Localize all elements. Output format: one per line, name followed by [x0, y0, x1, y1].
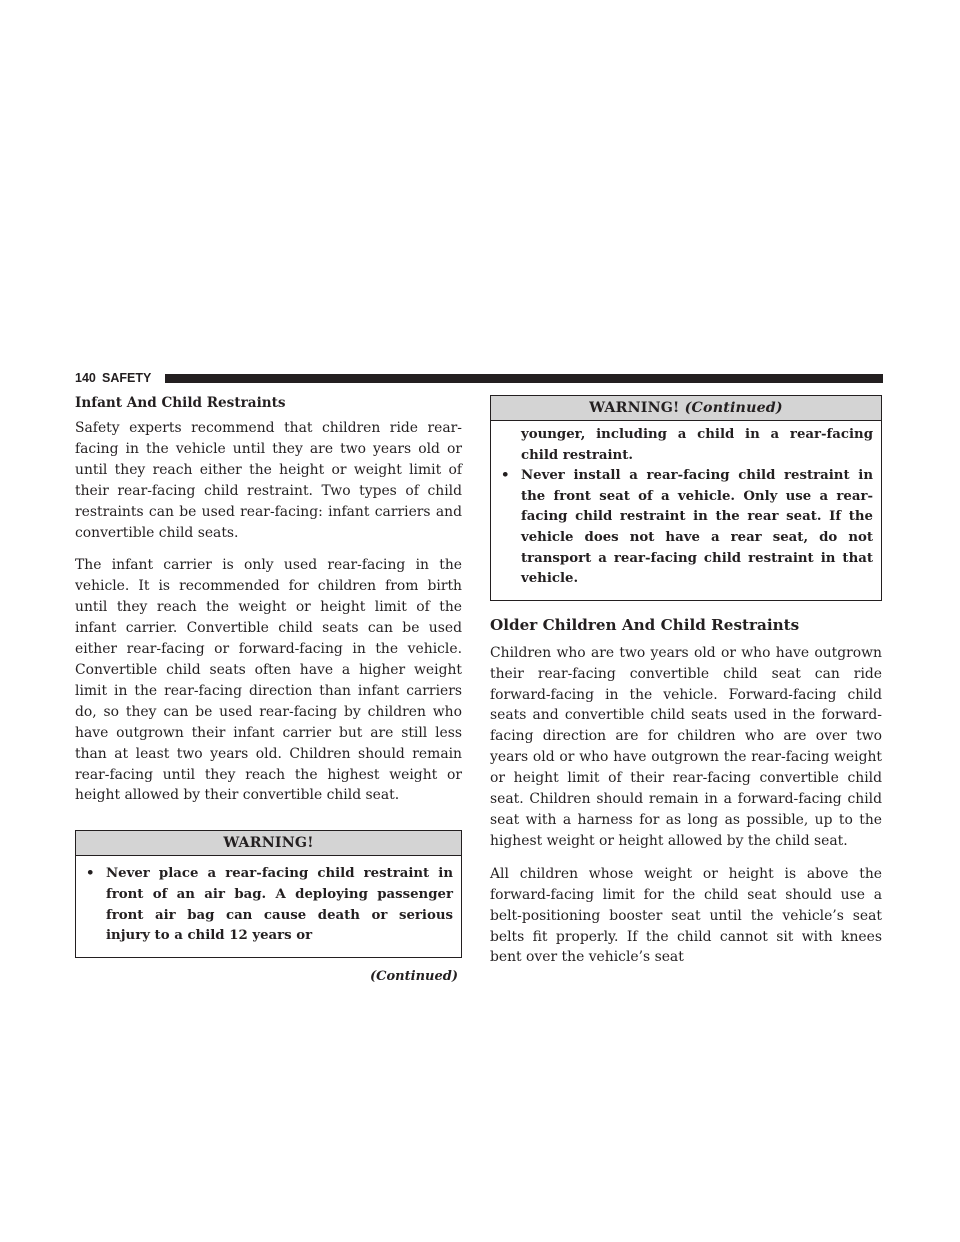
- warning-bullet-text: Never place a rear-facing child restraint in front of an air bag. A deploying passenger front air bag can cause death or serious injury to a child 12 years or: [106, 866, 453, 944]
- infant-restraints-heading: Infant And Child Restraints: [75, 395, 286, 411]
- warning-continued-text: younger, including a child in a rear-facing child restraint.: [521, 427, 873, 463]
- header-rule: [165, 374, 883, 383]
- section-title: SAFETY: [102, 371, 152, 385]
- paragraph: Safety experts recommend that children ride rear-facing in the vehicle until they are two years old or until they reach either the height or weight limit of their rear-facing child restraint. Two types of child restraints can be used rear-facing: infant carriers and convertible child seats.: [75, 420, 462, 541]
- warning-title: WARNING!: [76, 831, 461, 856]
- warning-title-text: WARNING!: [589, 400, 680, 416]
- paragraph: All children whose weight or height is above the forward-facing limit for the child seat should use a belt-positioning booster seat until the vehicle’s seat belts fit properly. If the child cannot sit with knees bent over the vehicle’s seat: [490, 865, 882, 966]
- warning-bullet-text: Never install a rear-facing child restraint in the front seat of a vehicle. Only use a rear-facing child restraint in the rear seat. If the vehicle does not have a rear seat, do not transport a rear-facing child restraint in that vehicle.: [521, 468, 873, 587]
- bullet-icon: •: [86, 866, 95, 882]
- older-children-heading: Older Children And Child Restraints: [490, 615, 800, 634]
- warning-box: [75, 830, 462, 957]
- warning-box-continued: [490, 395, 882, 601]
- warning-title: [491, 396, 881, 421]
- right-column: [490, 395, 882, 980]
- left-column: [75, 394, 462, 986]
- continued-note: (Continued): [370, 968, 458, 984]
- bullet-icon: •: [501, 468, 510, 484]
- warning-title-suffix: (Continued): [684, 400, 783, 416]
- warning-body: [491, 421, 881, 600]
- warning-body: [76, 856, 461, 956]
- paragraph: The infant carrier is only used rear-facing in the vehicle. It is recommended for children from birth until they reach the weight or height limit of the infant carrier. Convertible child seats can be used either rear-facing or forward-facing in the vehicle. Convertible child seats often have a higher weight limit in the rear-facing direction than infant carriers do, so they can be used rear-facing by children who have outgrown their infant carrier but are still less than at least two years old. Children should remain rear-facing until they reach the highest weight or height allowed by their convertible child seat.: [75, 557, 462, 804]
- warning-bullet: [84, 864, 453, 946]
- paragraph: Children who are two years old or who have outgrown their rear-facing convertible child seat can ride forward-facing in the vehicle. Forward-facing child seats and convertible child seats used in the forward-facing direction are for children who are over two years old or who have outgrown the rear-facing weight or height limit of their rear-facing convertible child seat. Children should remain in a forward-facing child seat with a harness for as long as possible, up to the highest weight or height allowed by the child seat.: [490, 644, 882, 849]
- page-header: [75, 371, 883, 385]
- page-number: 140: [75, 371, 96, 385]
- warning-bullet: [499, 466, 873, 590]
